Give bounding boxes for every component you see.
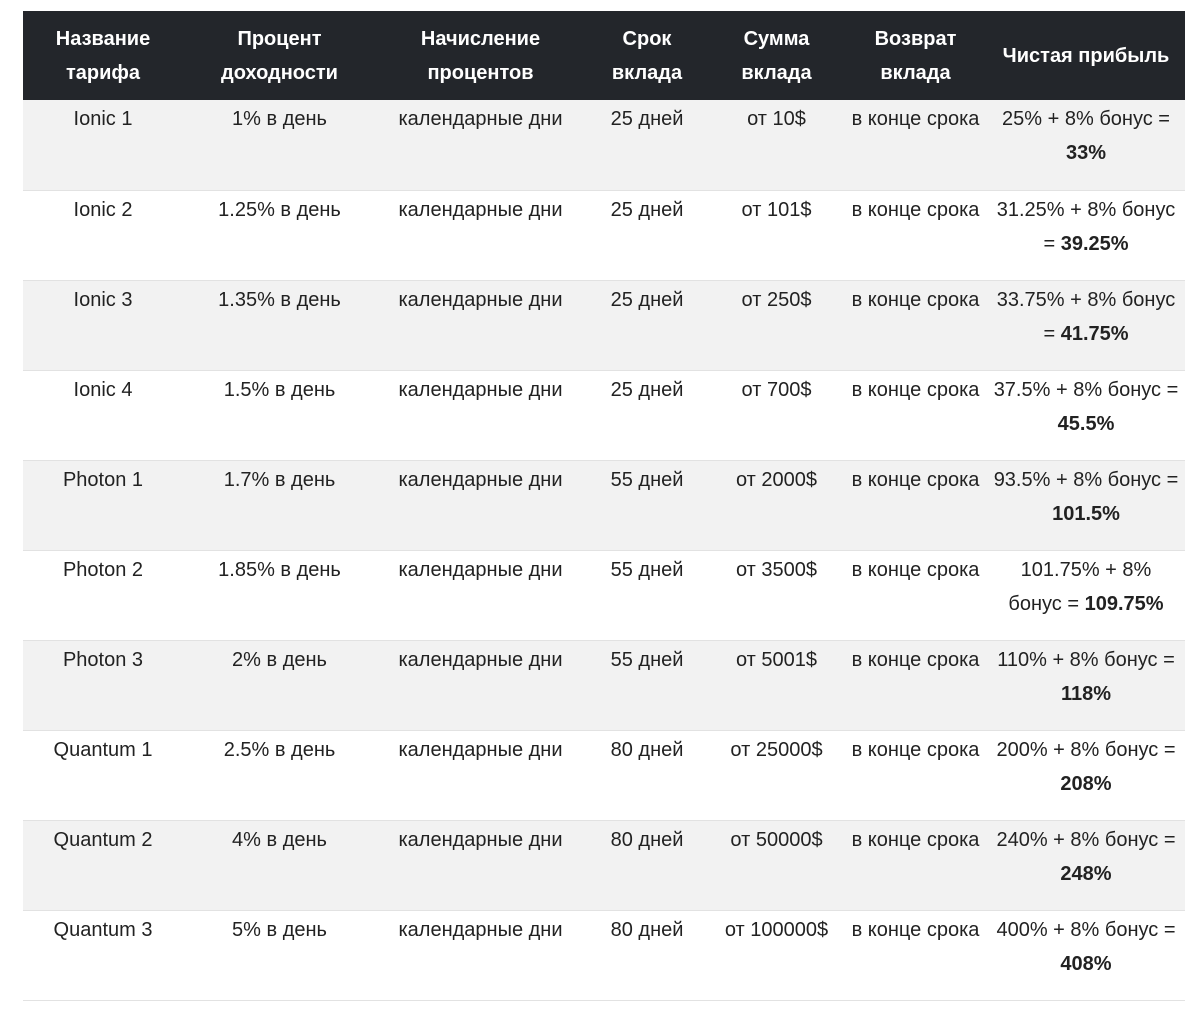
net-profit-total: 208% [1060,772,1112,795]
cell-deposit-term: 80 дней [585,820,709,910]
cell-tariff-name: Ionic 3 [23,280,183,370]
cell-tariff-name: Photon 3 [23,640,183,730]
cell-net-profit [987,550,1185,640]
cell-net-profit [987,460,1185,550]
cell-net-profit [987,370,1185,460]
cell-deposit-term: 25 дней [585,280,709,370]
table-row [23,460,1185,550]
cell-deposit-return: в конце срока [844,100,987,190]
tariff-table [23,11,1185,1001]
cell-deposit-amount: от 700$ [709,370,844,460]
cell-deposit-term: 55 дней [585,640,709,730]
cell-interest-accrual: календарные дни [376,820,585,910]
cell-deposit-amount: от 101$ [709,190,844,280]
table-row [23,280,1185,370]
cell-yield-rate: 2.5% в день [183,730,376,820]
cell-yield-rate: 1.85% в день [183,550,376,640]
cell-tariff-name: Ionic 4 [23,370,183,460]
cell-interest-accrual: календарные дни [376,370,585,460]
cell-deposit-return: в конце срока [844,280,987,370]
net-profit-formula: 101.75% + 8% бонус = [1008,558,1152,615]
header-tariff-name: Название тарифа [55,27,151,84]
net-profit-total: 41.75% [1060,322,1129,345]
cell-tariff-name: Ionic 1 [23,100,183,190]
header-deposit-amount: Сумма вклада [741,27,812,84]
cell-deposit-term: 25 дней [585,100,709,190]
cell-tariff-name: Ionic 2 [23,190,183,280]
header-net-profit: Чистая прибыль [1002,44,1170,67]
cell-yield-rate: 5% в день [183,910,376,1000]
net-profit-formula: 240% + 8% бонус = [996,828,1176,851]
cell-deposit-return: в конце срока [844,190,987,280]
cell-deposit-return: в конце срока [844,820,987,910]
cell-yield-rate: 1.5% в день [183,370,376,460]
cell-yield-rate: 1.35% в день [183,280,376,370]
header-deposit-term: Срок вклада [611,27,683,84]
cell-deposit-amount: от 25000$ [709,730,844,820]
table-row [23,820,1185,910]
cell-interest-accrual: календарные дни [376,280,585,370]
cell-interest-accrual: календарные дни [376,100,585,190]
cell-deposit-return: в конце срока [844,370,987,460]
cell-deposit-amount: от 100000$ [709,910,844,1000]
cell-deposit-amount: от 50000$ [709,820,844,910]
cell-tariff-name: Photon 2 [23,550,183,640]
cell-deposit-return: в конце срока [844,910,987,1000]
cell-deposit-return: в конце срока [844,460,987,550]
net-profit-total: 109.75% [1084,592,1164,615]
table-body [23,100,1185,1000]
cell-deposit-amount: от 10$ [709,100,844,190]
tariff-table-container [23,11,1185,1001]
table-row [23,100,1185,190]
net-profit-total: 408% [1060,952,1112,975]
cell-yield-rate: 1.7% в день [183,460,376,550]
cell-tariff-name: Quantum 3 [23,910,183,1000]
cell-deposit-term: 25 дней [585,190,709,280]
header-yield-rate: Процент доходности [221,27,338,84]
table-row [23,640,1185,730]
net-profit-total: 118% [1060,682,1112,705]
cell-deposit-term: 55 дней [585,550,709,640]
net-profit-total: 33% [1065,142,1107,164]
net-profit-formula: 25% + 8% бонус = [1002,108,1170,130]
net-profit-total: 45.5% [1057,412,1115,435]
cell-net-profit [987,730,1185,820]
cell-deposit-amount: от 2000$ [709,460,844,550]
table-row [23,910,1185,1000]
cell-deposit-term: 80 дней [585,910,709,1000]
cell-deposit-amount: от 250$ [709,280,844,370]
net-profit-formula: 110% + 8% бонус = [997,648,1175,671]
table-row [23,550,1185,640]
cell-tariff-name: Quantum 1 [23,730,183,820]
header-interest-accrual: Начисление процентов [420,27,541,84]
cell-interest-accrual: календарные дни [376,730,585,820]
cell-deposit-return: в конце срока [844,730,987,820]
cell-net-profit [987,190,1185,280]
net-profit-formula: 400% + 8% бонус = [996,918,1176,941]
cell-deposit-term: 55 дней [585,460,709,550]
table-row [23,370,1185,460]
header-deposit-return: Возврат вклада [874,27,957,84]
table-row [23,730,1185,820]
table-header [23,11,1185,100]
net-profit-formula: 33.75% + 8% бонус = [996,288,1176,345]
net-profit-formula: 93.5% + 8% бонус = [993,468,1179,491]
cell-yield-rate: 2% в день [183,640,376,730]
header-row [23,11,1185,100]
cell-yield-rate: 1.25% в день [183,190,376,280]
cell-interest-accrual: календарные дни [376,460,585,550]
cell-deposit-term: 25 дней [585,370,709,460]
cell-deposit-return: в конце срока [844,640,987,730]
cell-tariff-name: Quantum 2 [23,820,183,910]
net-profit-total: 248% [1060,862,1112,885]
net-profit-formula: 200% + 8% бонус = [996,738,1176,761]
net-profit-total: 39.25% [1060,232,1129,255]
net-profit-total: 101.5% [1052,502,1120,525]
cell-deposit-return: в конце срока [844,550,987,640]
net-profit-formula: 37.5% + 8% бонус = [993,378,1179,401]
cell-net-profit [987,100,1185,190]
net-profit-formula: 31.25% + 8% бонус = [996,198,1176,255]
cell-interest-accrual: календарные дни [376,550,585,640]
cell-interest-accrual: календарные дни [376,640,585,730]
cell-deposit-amount: от 3500$ [709,550,844,640]
table-row [23,190,1185,280]
cell-deposit-amount: от 5001$ [709,640,844,730]
cell-net-profit [987,820,1185,910]
cell-interest-accrual: календарные дни [376,190,585,280]
cell-net-profit [987,280,1185,370]
cell-yield-rate: 4% в день [183,820,376,910]
cell-net-profit [987,640,1185,730]
cell-tariff-name: Photon 1 [23,460,183,550]
cell-interest-accrual: календарные дни [376,910,585,1000]
cell-yield-rate: 1% в день [183,100,376,190]
cell-deposit-term: 80 дней [585,730,709,820]
cell-net-profit [987,910,1185,1000]
